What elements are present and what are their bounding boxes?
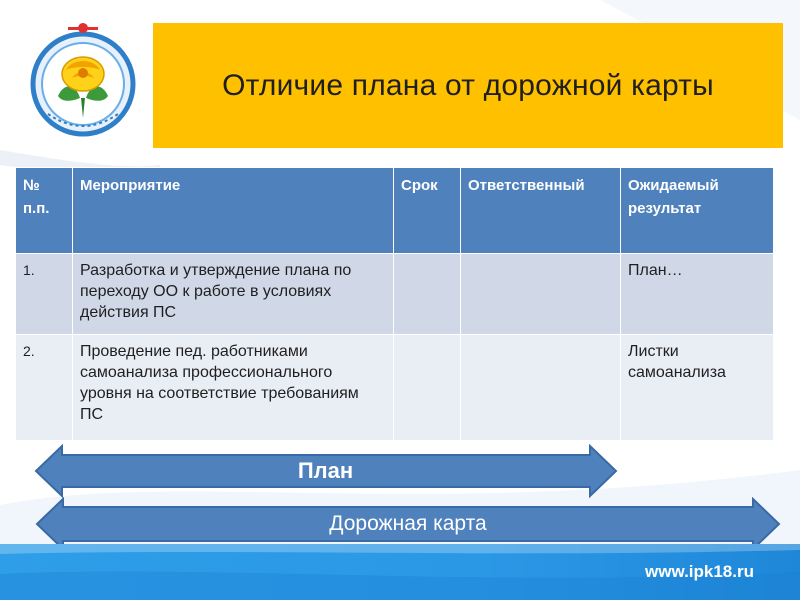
table-header-row <box>16 168 774 254</box>
deadline-cell <box>394 254 461 335</box>
responsible-cell <box>461 254 621 335</box>
slide-title: Отличие плана от дорожной карты <box>222 68 714 102</box>
result-cell: План… <box>621 254 774 335</box>
header-cell-result: Ожидаемый результат <box>621 168 774 254</box>
plan-arrow-label: План <box>297 458 354 483</box>
deadline-cell <box>394 335 461 441</box>
title-banner <box>153 23 783 148</box>
institute-logo-icon <box>20 18 146 144</box>
plan-table <box>15 167 774 441</box>
result-cell: Листки самоанализа <box>621 335 774 441</box>
header-cell-deadline: Срок <box>394 168 461 254</box>
header-cell-responsible: Ответственный <box>461 168 621 254</box>
roadmap-arrow-label: Дорожная карта <box>329 512 487 535</box>
table-row <box>16 335 774 441</box>
footer-band <box>0 544 800 600</box>
header-cell-event: Мероприятие <box>73 168 394 254</box>
event-cell: Проведение пед. работниками самоанализа профессионального уровня на соответствие требованиям ПС <box>73 335 394 441</box>
row-number-cell: 2. <box>16 335 73 441</box>
event-cell: Разработка и утверждение плана по переходу ОО к работе в условиях действия ПС <box>73 254 394 335</box>
table-row <box>16 254 774 335</box>
responsible-cell <box>461 335 621 441</box>
header-cell-num: № п.п. <box>16 168 73 254</box>
row-number-cell: 1. <box>16 254 73 335</box>
logo <box>20 18 146 144</box>
website-link[interactable]: www.ipk18.ru <box>645 562 754 581</box>
